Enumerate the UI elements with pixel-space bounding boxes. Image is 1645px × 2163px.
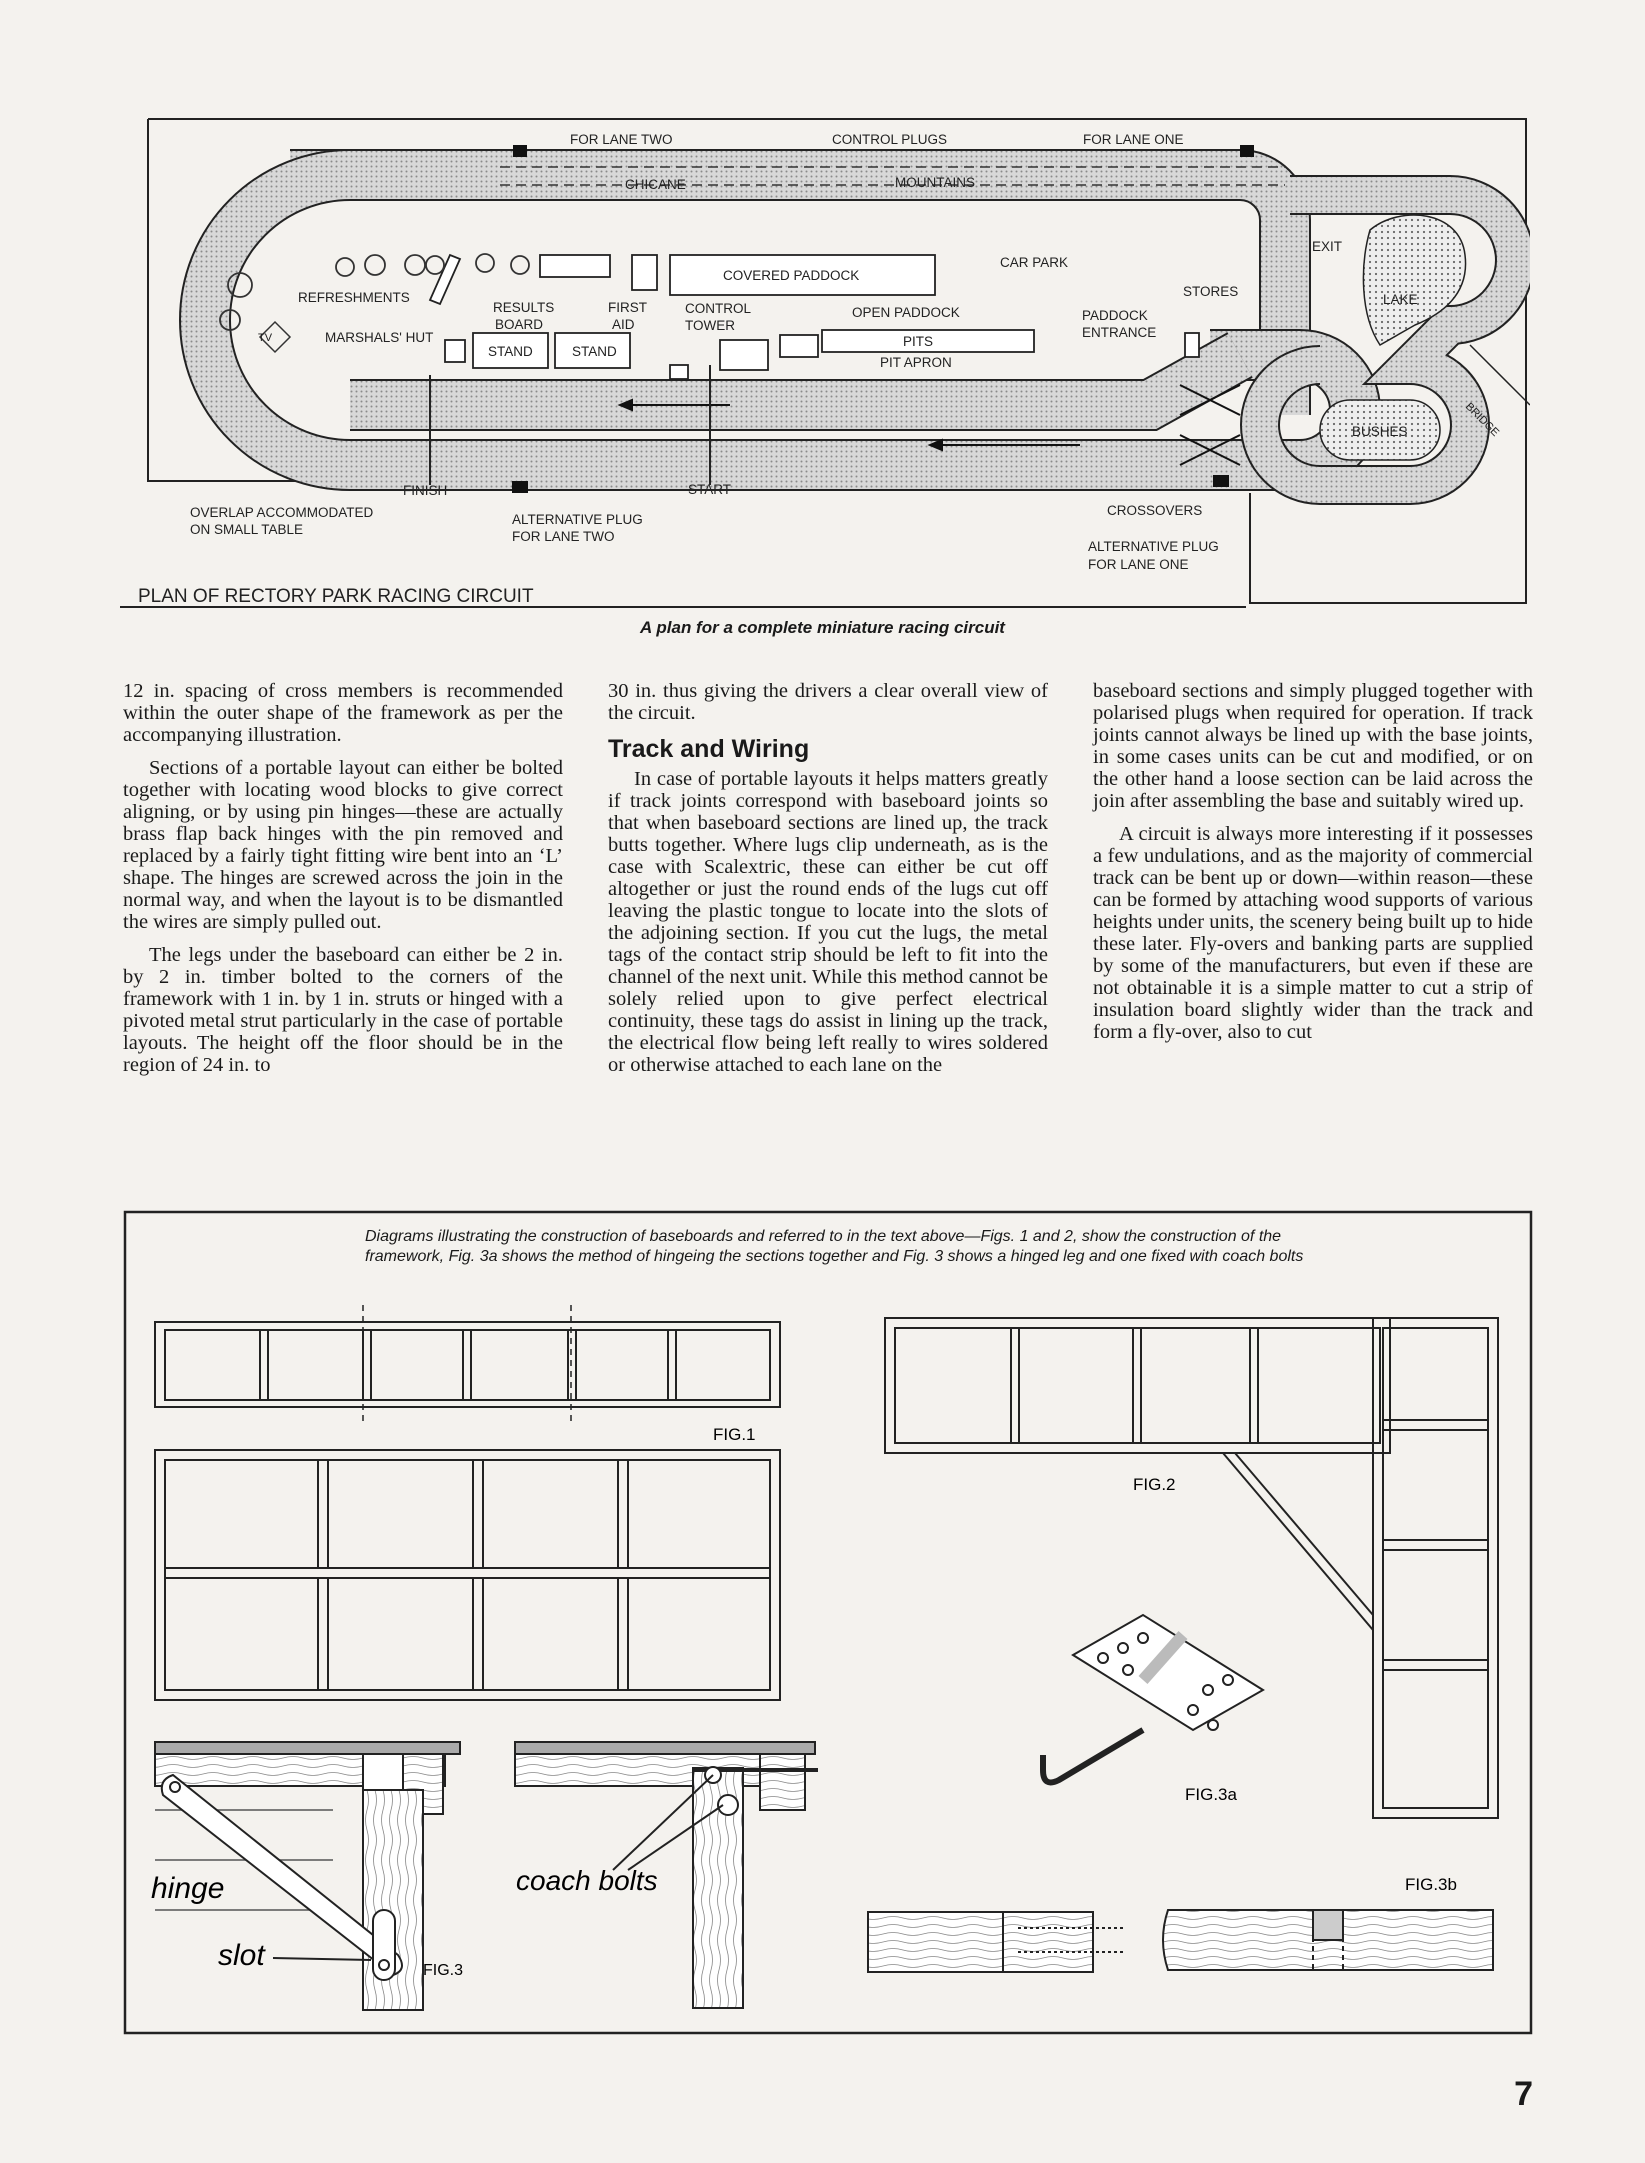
col1-paragraph-3: The legs under the baseboard can either be 2 in. by 2 in. timber bolted to the corners of the framework with 1 in. by 1 in. struts or hinged with a pivoted metal strut particularly in the case of portable layouts. The height off the floor should be in the region of 24 in. to — [123, 944, 563, 1076]
label-bridge: BRIDGE — [1462, 400, 1502, 439]
label-open-paddock: OPEN PADDOCK — [852, 305, 960, 320]
slot-label: slot — [218, 1939, 265, 1972]
column-1 — [123, 680, 563, 1087]
label-covered-paddock: COVERED PADDOCK — [723, 268, 860, 283]
label-entrance: ENTRANCE — [1082, 325, 1157, 340]
col2-paragraph-1: 30 in. thus giving the drivers a clear overall view of the circuit. — [608, 680, 1048, 724]
page-number: 7 — [1514, 2075, 1533, 2113]
label-tower: TOWER — [685, 318, 735, 333]
label-for-lane-one: FOR LANE ONE — [1083, 132, 1184, 147]
col1-paragraph-1: 12 in. spacing of cross members is recommended within the outer shape of the framework as per the accompanying illustration. — [123, 680, 563, 746]
column-3 — [1093, 680, 1533, 1054]
label-stand-1: STAND — [488, 344, 533, 359]
label-marshals-hut: MARSHALS' HUT — [325, 330, 434, 345]
label-alt-plug-one-2: FOR LANE ONE — [1088, 557, 1189, 572]
label-alt-plug-one-1: ALTERNATIVE PLUG — [1088, 539, 1219, 554]
label-board: BOARD — [495, 317, 544, 332]
label-car-park: CAR PARK — [1000, 255, 1069, 270]
coach-bolts-label: coach bolts — [516, 1865, 658, 1896]
label-exit: EXIT — [1312, 239, 1343, 254]
label-overlap-1: OVERLAP ACCOMMODATED — [190, 505, 374, 520]
fig3b-label: FIG.3b — [1405, 1875, 1457, 1894]
label-finish: FINISH — [403, 483, 448, 498]
fig3-label: FIG.3 — [423, 1962, 464, 1979]
label-mountains: MOUNTAINS — [895, 175, 975, 190]
label-aid: AID — [612, 317, 635, 332]
label-refreshments: REFRESHMENTS — [298, 290, 410, 305]
fig3a-label: FIG.3a — [1185, 1785, 1237, 1804]
label-overlap-2: ON SMALL TABLE — [190, 522, 304, 537]
label-tv: TV — [258, 332, 273, 344]
construction-diagrams — [123, 1210, 1533, 2035]
label-start: START — [688, 482, 732, 497]
plan-caption: A plan for a complete miniature racing circuit — [640, 618, 1005, 637]
plan-title: PLAN OF RECTORY PARK RACING CIRCUIT — [138, 586, 534, 607]
fig2-label: FIG.2 — [1133, 1475, 1176, 1494]
label-control-plugs: CONTROL PLUGS — [832, 132, 948, 147]
label-results: RESULTS — [493, 300, 555, 315]
label-first: FIRST — [608, 300, 647, 315]
col1-paragraph-2: Sections of a portable layout can either be bolted together with locating wood blocks to give correct aligning, or by using pin hinges—these are actually brass flap back hinges with the pin removed and replaced by a fairly tight fitting wire bent into an ‘L’ shape. The hinges are screwed across the join in the normal way, and when the layout is to be dismantled the wires are simply pulled out. — [123, 757, 563, 933]
section-heading: Track and Wiring — [608, 735, 810, 763]
label-control: CONTROL — [685, 301, 752, 316]
label-for-lane-two: FOR LANE TWO — [570, 132, 673, 147]
label-crossovers: CROSSOVERS — [1107, 503, 1203, 518]
label-stand-2: STAND — [572, 344, 617, 359]
col2-paragraph-2: In case of portable layouts it helps matters greatly if track joints correspond with baseboard joints so that when baseboard sections are lined up, the track butts together. Where lugs clip underneath, as is the case with Scalextric, these can either be cut off altogether or just the round ends of the lugs cut off leaving the plastic tongue to locate into the slots of the adjoining section. If you cut the lugs, the metal tags of the contact strip should be left to fit into the channel of the next unit. While this method cannot be solely relied upon to give perfect electrical continuity, these tags do assist in lining up the track, the electrical flow being left really to wires soldered or otherwise attached to each lane on the — [608, 768, 1048, 1076]
label-chicane: CHICANE — [625, 177, 686, 192]
fig1-label: FIG.1 — [713, 1425, 756, 1444]
label-pits: PITS — [903, 334, 934, 349]
circuit-plan — [120, 115, 1530, 610]
col3-paragraph-2: A circuit is always more interesting if it possesses a few undulations, and as the majority of commercial track can be bent up or down—within reason—these can be formed by attaching wood supports of various heights under units, the scenery being built up to hide these later. Fly-overs and banking parts are supplied by some of the manufacturers, but even if these are not obtainable it is a simple matter to cut a strip of insulation board slightly wider than the track and form a fly-over, also to cut — [1093, 823, 1533, 1043]
label-alt-plug-two-2: FOR LANE TWO — [512, 529, 615, 544]
figures-caption: Diagrams illustrating the construction of baseboards and referred to in the text above—Figs. 1 and 2, show the construction of the framework, Fig. 3a shows the method of hingeing the sections together and Fig. 3 shows a hinged leg and one fixed with coach bolts — [365, 1228, 1304, 1265]
label-pit-apron: PIT APRON — [880, 355, 952, 370]
label-lake: LAKE — [1383, 292, 1418, 307]
label-bushes: BUSHES — [1352, 424, 1408, 439]
label-paddock: PADDOCK — [1082, 308, 1148, 323]
column-2 — [608, 680, 1048, 1087]
label-stores: STORES — [1183, 284, 1239, 299]
hinge-label: hinge — [151, 1872, 225, 1905]
col3-paragraph-1: baseboard sections and simply plugged together with polarised plugs when required for operation. If track joints cannot always be lined up with the base joints, in some cases units can be cut and modified, or on the other hand a loose section can be laid across the join after assembling the base and suitably wired up. — [1093, 680, 1533, 812]
label-alt-plug-two-1: ALTERNATIVE PLUG — [512, 512, 643, 527]
